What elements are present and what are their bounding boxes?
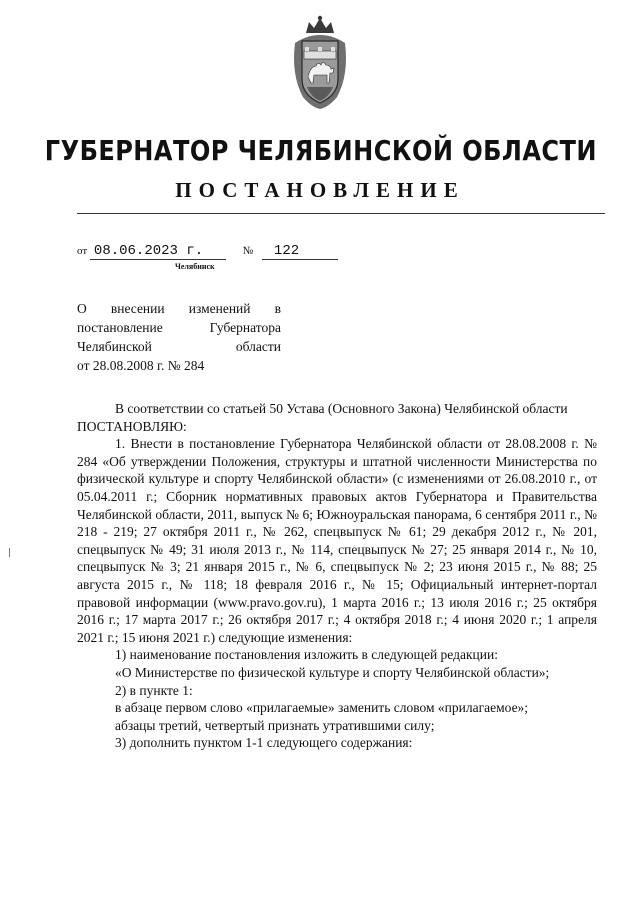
subject-line: от 28.08.2008 г. № 284: [77, 358, 205, 373]
subitem-2-paragraph-b: абзацы третий, четвертый признать утратившими силу;: [115, 717, 435, 733]
organization-title: ГУБЕРНАТОР ЧЕЛЯБИНСКОЙ ОБЛАСТИ: [44, 134, 597, 167]
document-meta: [77, 244, 338, 260]
subitem-1-text: «О Министерстве по физической культуре и спорту Челябинской области»;: [115, 664, 550, 680]
subject-line: О внесении изменений в: [77, 301, 281, 316]
subitem-2: 2) в пункте 1:: [115, 682, 193, 698]
document-date: 08.06.2023 г.: [90, 244, 226, 260]
decree-word: ПОСТАНОВЛЯЮ:: [77, 418, 187, 434]
subitem-1: 1) наименование постановления изложить в следующей редакции:: [115, 647, 498, 663]
subitem-2-paragraph-a: в абзаце первом слово «прилагаемые» заменить словом «прилагаемое»;: [115, 700, 529, 716]
subitem-3: 3) дополнить пунктом 1-1 следующего содержания:: [115, 735, 413, 751]
date-prefix: от: [77, 245, 88, 257]
margin-mark: [9, 548, 10, 557]
document-body: [77, 400, 597, 752]
subject-line: Челябинской области: [77, 339, 281, 354]
document-type-title: ПОСТАНОВЛЕНИЕ: [175, 178, 465, 202]
header-divider: [77, 213, 605, 214]
document-number: 122: [262, 244, 338, 260]
subject-line: постановление Губернатора: [77, 320, 281, 335]
coat-of-arms-emblem: [289, 13, 351, 113]
number-sign: №: [242, 245, 254, 257]
intro-paragraph: В соответствии со статьей 50 Устава (Основного Закона) Челябинской области: [115, 401, 568, 416]
city-label: Челябинск: [175, 262, 215, 271]
subject-block: [77, 299, 281, 375]
item-1-paragraph: 1. Внести в постановление Губернатора Челябинской области от 28.08.2008 г. № 284 «Об утверждении Положения, структуры и штатной численности Министерства по физической культуре и спорту Челябинской области» (с изменениями от 26.08.2010 г., от 05.04.2011 г.; Сборник нормативных правовых актов Губернатора и Правительства Челябинской области, 2011, выпуск № 6; Южноуральская панорама, 6 сентября 2011 г., № 218 - 219; 27 октября 2011 г., № 262, спецвыпуск № 61; 29 декабря 2012 г., № 201, спецвыпуск № 49; 31 июля 2013 г., № 114, спецвыпуск № 27; 25 января 2014 г., № 10, спецвыпуск № 3; 21 января 2015 г., № 6, спецвыпуск № 2; 23 июня 2015 г., № 88; 25 августа 2015 г., № 118; 18 февраля 2016 г., № 15; Официальный интернет-портал правовой информации (www.pravo.gov.ru), 1 марта 2016 г.; 13 июля 2016 г.; 25 октября 2016 г.; 17 марта 2017 г.; 26 октября 2017 г.; 4 октября 2018 г.; 4 июня 2020 г.; 1 апреля 2021 г.; 15 июня 2021 г.) следующие изменения:: [77, 436, 597, 645]
